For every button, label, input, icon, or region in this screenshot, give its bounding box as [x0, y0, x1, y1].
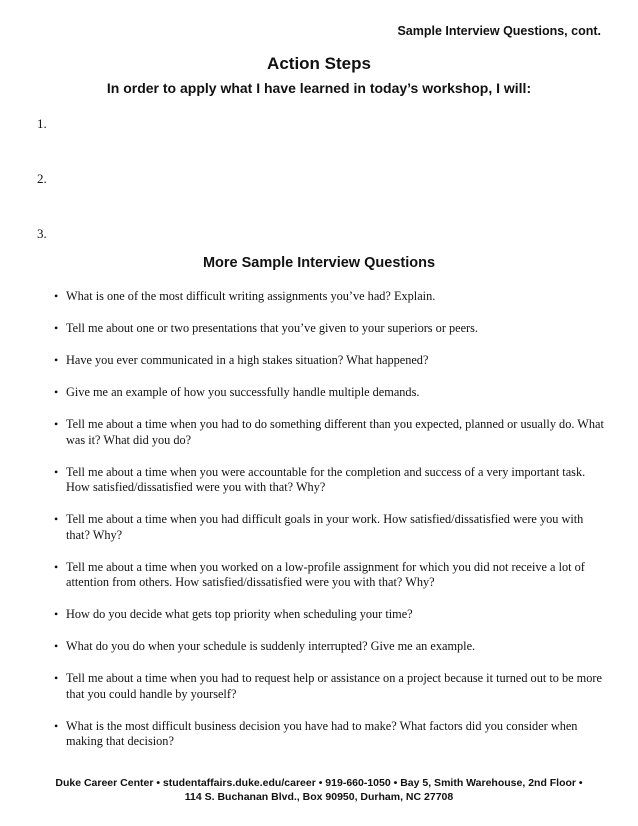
action-step-1: 1. [37, 116, 47, 131]
action-steps-title: Action Steps [267, 54, 371, 73]
action-step-3: 3. [37, 226, 47, 241]
list-item: • Tell me about a time when you worked on a low-profile assignment for which you did not receive a lot of attention from others. How satisfied/dissatisfied were you with that? Why? [54, 560, 606, 591]
list-item: • Tell me about a time when you were accountable for the completion and success of a very important task. How satisfied/dissatisfied were you with that? Why? [54, 465, 606, 496]
more-questions-title: More Sample Interview Questions [202, 255, 436, 271]
action-steps-subtitle: In order to apply what I have learned in today’s workshop, I will: [106, 80, 532, 96]
list-item: • Have you ever communicated in a high stakes situation? What happened? [54, 353, 606, 369]
list-item: • Give me an example of how you successfully handle multiple demands. [54, 385, 606, 401]
running-head: Sample Interview Questions, cont. [397, 24, 601, 38]
list-item: • Tell me about a time when you had to do something different than you expected, planned or usually do. What was it? What did you do? [54, 417, 606, 448]
list-item: • What is the most difficult business decision you have had to make? What factors did you consider when making that decision? [54, 719, 606, 750]
list-item: • What do you do when your schedule is suddenly interrupted? Give me an example. [54, 639, 606, 655]
list-item: • Tell me about a time when you had difficult goals in your work. How satisfied/dissatisfied were you with that? Why? [54, 512, 606, 543]
list-item: • Tell me about a time when you had to request help or assistance on a project because it turned out to be more that you could handle by yourself? [54, 671, 606, 702]
footer-line-1: Duke Career Center • studentaffairs.duke.edu/career • 919-660-1050 • Bay 5, Smith Warehouse, 2nd Floor • [55, 777, 583, 789]
question-list [54, 289, 606, 766]
footer [0, 776, 638, 804]
action-step-2: 2. [37, 171, 47, 186]
list-item: • How do you decide what gets top priority when scheduling your time? [54, 607, 606, 623]
list-item: • What is one of the most difficult writing assignments you’ve had? Explain. [54, 289, 606, 305]
footer-line-2: 114 S. Buchanan Blvd., Box 90950, Durham, NC 27708 [184, 791, 454, 803]
list-item: • Tell me about one or two presentations that you’ve given to your superiors or peers. [54, 321, 606, 337]
